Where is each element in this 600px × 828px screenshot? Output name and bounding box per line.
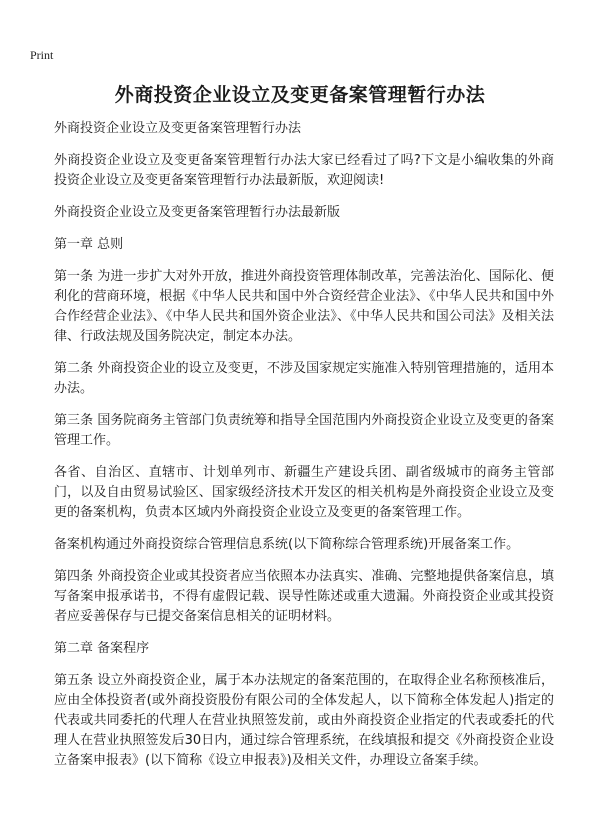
print-label: Print	[30, 48, 54, 62]
document-body	[54, 119, 554, 771]
subtitle: 外商投资企业设立及变更备案管理暂行办法	[54, 121, 302, 136]
article-2: 第二条 外商投资企业的设立及变更，不涉及国家规定实施准入特别管理措施的，适用本办法。	[54, 361, 554, 396]
article-5: 第五条 设立外商投资企业，属于本办法规定的备案范围的，在取得企业名称预核准后，应由全体投资者(或外商投资股份有限公司的全体发起人，以下简称全体发起人)指定的代表或共同委托的代理人在营业执照签发前，或由外商投资企业指定的代表或委托的代理人在营业执照签发后30日内，通过综合管理系统，在线填报和提交《外商投资企业设立备案申报表》(以下简称《设立申报表》)及相关文件，办理设立备案手续。	[54, 673, 554, 768]
article-3-paragraph-3: 备案机构通过外商投资综合管理信息系统(以下简称综合管理系统)开展备案工作。	[54, 537, 520, 552]
chapter-heading-1: 第一章 总则	[54, 237, 124, 252]
latest-version-heading: 外商投资企业设立及变更备案管理暂行办法最新版	[54, 205, 341, 220]
article-3: 第三条 国务院商务主管部门负责统筹和指导全国范围内外商投资企业设立及变更的备案管理工作。	[54, 413, 554, 448]
article-3-paragraph-2: 各省、自治区、直辖市、计划单列市、新疆生产建设兵团、副省级城市的商务主管部门，以及自由贸易试验区、国家级经济技术开发区的相关机构是外商投资企业设立及变更的备案机构，负责本区域内外商投资企业设立及变更的备案管理工作。	[54, 465, 554, 520]
chapter-heading-2: 第二章 备案程序	[54, 641, 150, 656]
intro-paragraph: 外商投资企业设立及变更备案管理暂行办法大家已经看过了吗?下文是小编收集的外商投资企业设立及变更备案管理暂行办法最新版，欢迎阅读!	[54, 153, 554, 188]
page-title: 外商投资企业设立及变更备案管理暂行办法	[114, 84, 486, 106]
article-1: 第一条 为进一步扩大对外开放，推进外商投资管理体制改革，完善法治化、国际化、便利化的营商环境，根据《中华人民共和国中外合资经营企业法》、《中华人民共和国中外合作经营企业法》、《中华人民共和国外资企业法》、《中华人民共和国公司法》及相关法律、行政法规及国务院决定，制定本办法。	[54, 269, 554, 344]
article-4: 第四条 外商投资企业或其投资者应当依照本办法真实、准确、完整地提供备案信息，填写备案申报承诺书，不得有虚假记载、误导性陈述或重大遗漏。外商投资企业或其投资者应妥善保存与已提交备案信息相关的证明材料。	[54, 569, 554, 624]
